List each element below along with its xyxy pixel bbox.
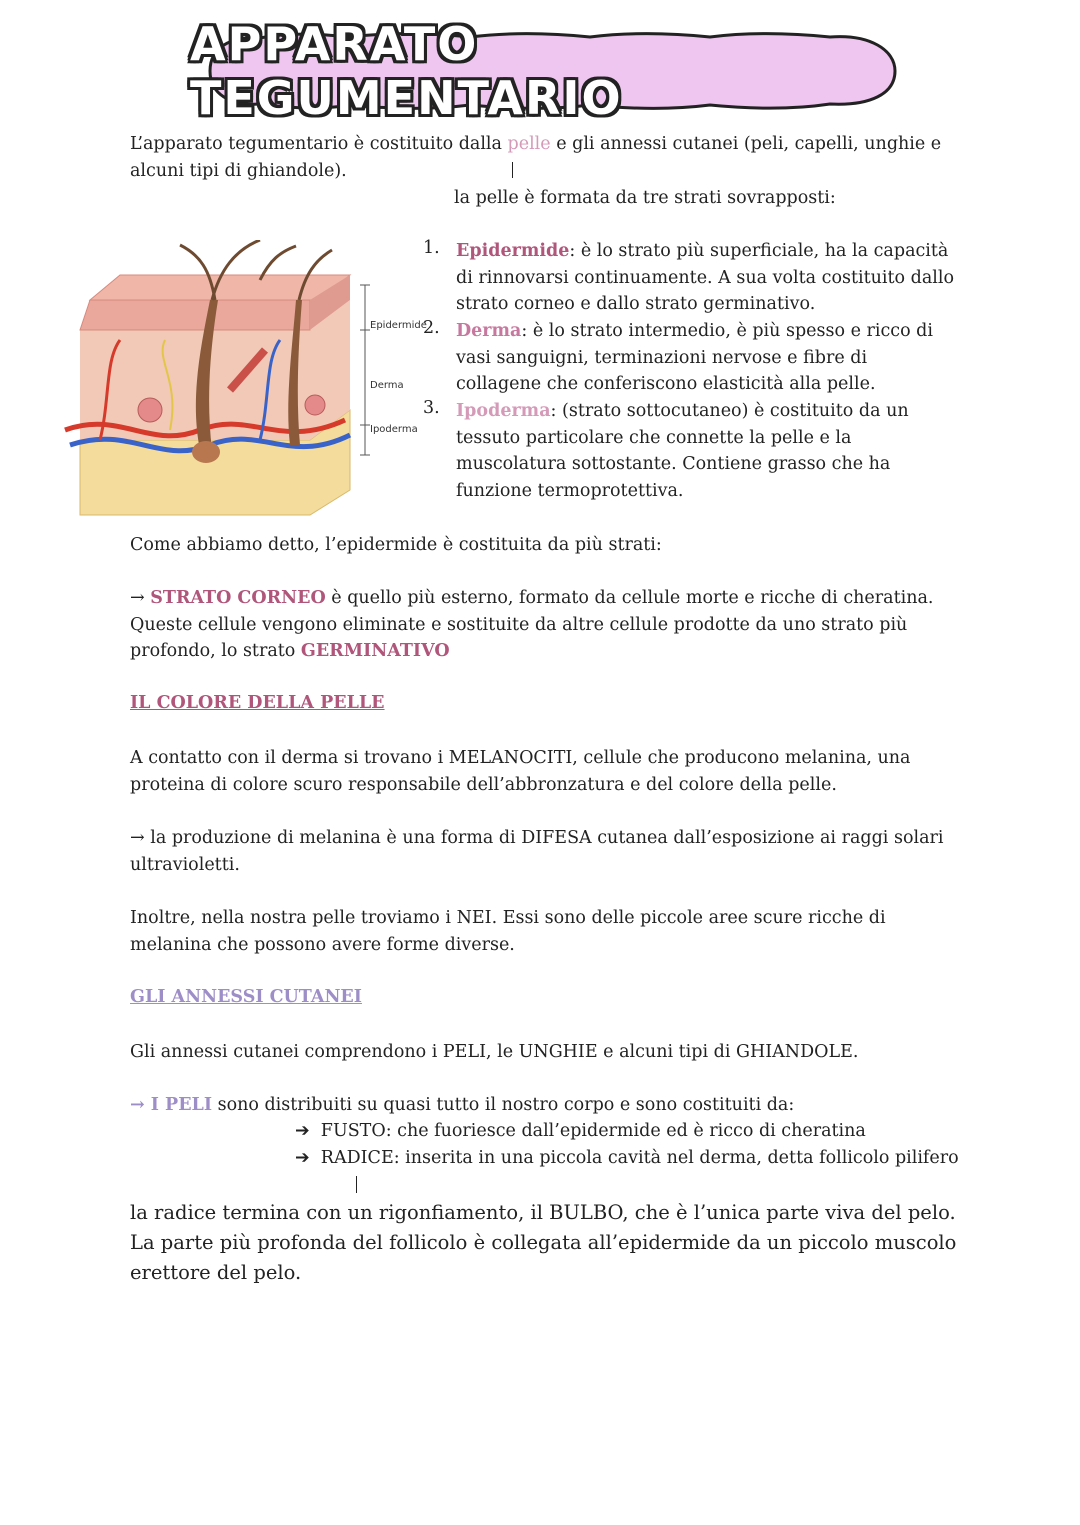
melanociti-paragraph: A contatto con il derma si trovano i MELANOCITI, cellule che producono melanina, una proteina di colore scuro responsabile dell’abbronzatura e del colore della pelle. — [130, 748, 911, 795]
melanina-difesa-paragraph: → la produzione di melanina è una forma di DIFESA cutanea dall’esposizione ai raggi solari ultravioletti. — [130, 828, 944, 875]
peli-paragraph: → I PELI sono distribuiti su quasi tutto il nostro corpo e sono costituiti da: — [130, 1095, 795, 1115]
layer-derma: Derma: è lo strato intermedio, è più spesso e ricco di vasi sanguigni, terminazioni nervose e fibre di collagene che conferiscono elasticità alla pelle. — [456, 321, 933, 394]
diagram-label-ipoderma: Ipoderma — [370, 424, 418, 435]
layer-ipoderma: Ipoderma: (strato sottocutaneo) è costituito da un tessuto particolare che connette la pelle e la muscolatura sottostante. Contiene grasso che ha funzione termoprotettiva. — [456, 401, 909, 501]
heading-colore-pelle: IL COLORE DELLA PELLE — [130, 693, 385, 713]
layers-intro: la pelle è formata da tre strati sovrapposti: — [454, 188, 836, 208]
title-banner — [190, 17, 910, 125]
bulbo-paragraph: la radice termina con un rigonfiamento, il BULBO, che è l’unica parte viva del pelo. La parte più profonda del follicolo è collegata all’epidermide da un piccolo muscolo erettore del pelo. — [130, 1201, 957, 1284]
pelle-highlight: pelle — [507, 134, 551, 154]
annessi-paragraph: Gli annessi cutanei comprendono i PELI, le UNGHIE e alcuni tipi di GHIANDOLE. — [130, 1042, 859, 1062]
layer-number-1: 1. — [423, 238, 440, 258]
layer-epidermide: Epidermide: è lo strato più superficiale, ha la capacità di rinnovarsi continuamente. A sua volta costituito dallo strato corneo e dallo strato germinativo. — [456, 241, 955, 314]
layer-number-2: 2. — [423, 318, 440, 338]
strato-corneo-paragraph: → STRATO CORNEO è quello più esterno, formato da cellule morte e ricche di cheratina. Queste cellule vengono eliminate e sostituite da altre cellule prodotte da uno strato più profondo, lo strato GERMINATIVO — [130, 588, 934, 661]
epidermis-intro: Come abbiamo detto, l’epidermide è costituita da più strati: — [130, 535, 662, 555]
arrow-right-icon: ➔ — [295, 1121, 321, 1141]
arrow-right-icon: ➔ — [295, 1148, 321, 1168]
connector-line — [356, 1176, 357, 1193]
intro-paragraph: L’apparato tegumentario è costituito dalla pelle e gli annessi cutanei (peli, capelli, unghie e alcuni tipi di ghiandole). — [130, 134, 942, 181]
peli-item-fusto: ➔ FUSTO: che fuoriesce dall’epidermide ed è ricco di cheratina — [295, 1121, 866, 1141]
nei-paragraph: Inoltre, nella nostra pelle troviamo i NEI. Essi sono delle piccole aree scure ricche di melanina che possono avere forme diverse. — [130, 908, 886, 955]
layer-number-3: 3. — [423, 398, 440, 418]
skin-diagram — [60, 240, 430, 520]
heading-annessi-cutanei: GLI ANNESSI CUTANEI — [130, 987, 362, 1007]
diagram-label-derma: Derma — [370, 380, 404, 391]
diagram-label-epidermide: Epidermide — [370, 320, 427, 331]
peli-item-radice: ➔ RADICE: inserita in una piccola cavità nel derma, detta follicolo pilifero — [295, 1148, 959, 1168]
page-title: APPARATO TEGUMENTARIO — [190, 17, 623, 125]
connector-line — [512, 162, 513, 178]
